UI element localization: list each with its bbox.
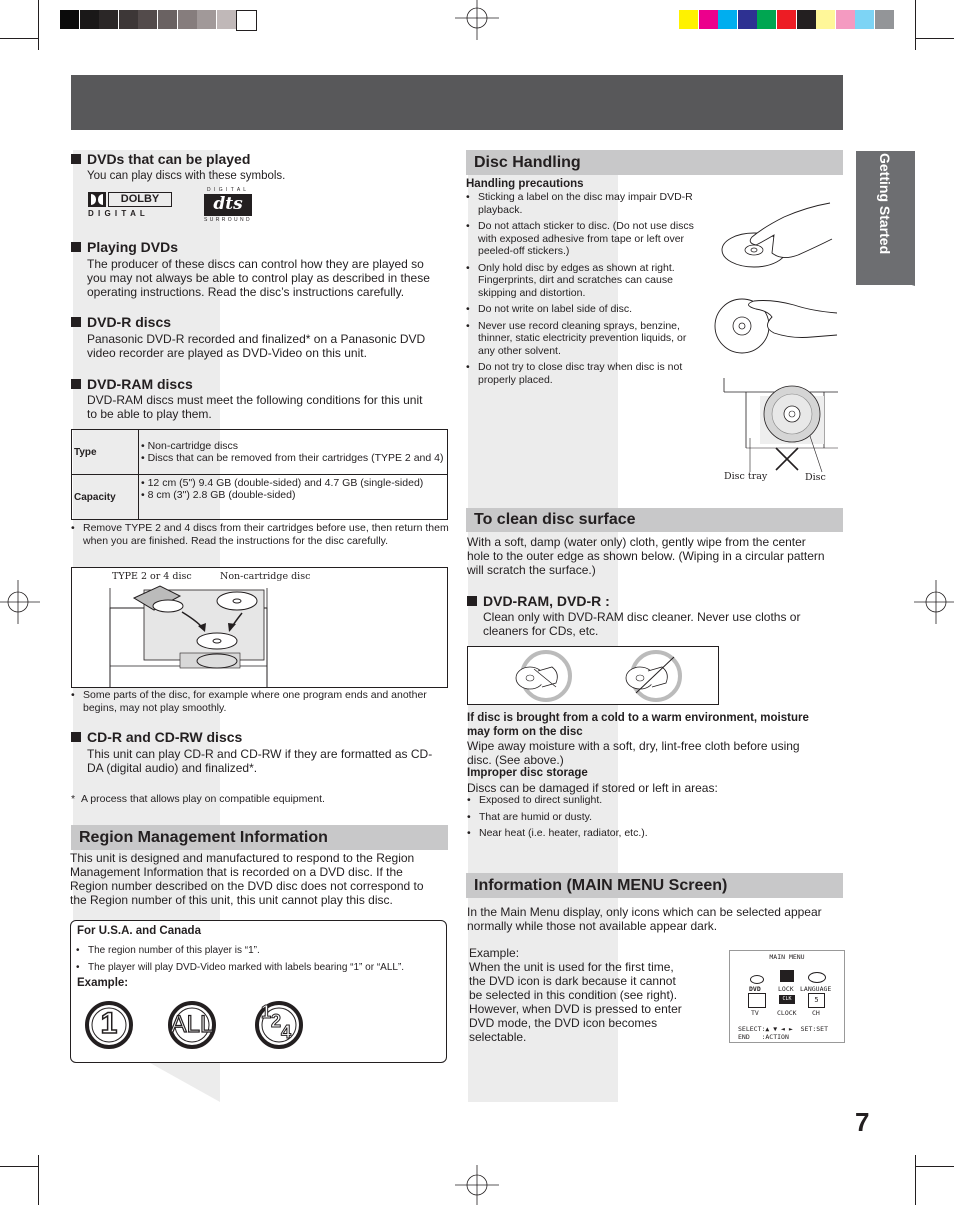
cdr-text: This unit can play CD-R and CD-RW if they are formatted as CD- DA (digital audio) and finalized*.	[87, 747, 433, 775]
cold-text: Wipe away moisture with a soft, dry, lint-free cloth before using disc. (See above.)	[467, 739, 800, 767]
color-swatch	[699, 10, 718, 29]
dolby-digital-logo	[88, 192, 174, 219]
dvd-ram-table	[71, 429, 448, 520]
color-swatch	[855, 10, 874, 29]
storage-heading: Improper disc storage	[467, 767, 588, 779]
color-swatch	[757, 10, 776, 29]
dvd-ram-text: DVD-RAM discs must meet the following conditions for this unit to be able to play them.	[87, 393, 423, 421]
end-line: END :ACTION	[738, 1033, 789, 1041]
table-row	[72, 430, 448, 475]
color-swatch	[875, 10, 894, 29]
handling-list: • Sticking a label on the disc may impair DVD-R playback. • Do not attach sticker to disc. (Do not use discs with exposed adhesive from tape or left over peeled-off stickers.) • Only hold disc by edges as shown at right. Fingerprints, dirt and scratches can cause skipping and distortion. • Do not write on label side of disc. • Never use record cleaning sprays, benzine, thinner, static electricity prevention liquids, or any other solvent. • Do not try to close disc tray when disc is not properly placed.	[466, 191, 699, 390]
gray-swatch	[60, 10, 79, 29]
info-section-title: Information (MAIN MENU Screen)	[466, 873, 843, 898]
usa-canada-box	[70, 920, 447, 1063]
region-text: This unit is designed and manufactured to respond to the Region Management Information that is recorded on a DVD disc. If the Region number described on the DVD disc does not correspond to the Region number of this unit, this unit cannot play this disc.	[70, 851, 424, 907]
region-124-icon: 1 2 4	[253, 1000, 305, 1050]
lock-label: LOCK	[778, 985, 794, 993]
gray-swatch	[197, 10, 216, 29]
tv-icon	[748, 993, 766, 1008]
clean-section-title: To clean disc surface	[466, 508, 843, 532]
color-swatch	[679, 10, 698, 29]
disc-cleaning-illustration	[468, 647, 718, 704]
playing-dvds-text: The producer of these discs can control how they are played so you may not always be able to control play as described in these operating instructions. Read the disc’s instructions carefully.	[87, 257, 430, 299]
hand-holding-disc-illustration-1	[712, 195, 842, 275]
page-number: 7	[855, 1107, 870, 1137]
color-swatch	[816, 10, 835, 29]
clock-icon: CLK	[779, 995, 795, 1004]
disc-tray-label: Disc tray	[724, 471, 768, 482]
footnote: * A process that allows play on compatible equipment.	[71, 793, 325, 805]
side-tab-label: Getting Started	[877, 153, 893, 255]
cold-heading: If disc is brought from a cold to a warm environment, moisture may form on the disc	[467, 712, 809, 738]
usa-box-title: For U.S.A. and Canada	[77, 925, 201, 937]
lock-icon	[780, 970, 794, 982]
dts-logo: D I G I T A L dts S U R R O U N D	[204, 187, 251, 223]
gray-swatch	[80, 10, 99, 29]
header-banner	[71, 75, 843, 130]
hand-holding-disc-illustration-2	[712, 293, 842, 355]
dvd-ram-r-heading: DVD-RAM, DVD-R :	[467, 593, 610, 609]
side-tab	[856, 151, 915, 285]
dolby-word: DOLBY	[108, 192, 172, 207]
capacity-cell: • 12 cm (5") 9.4 GB (double-sided) and 4.7 GB (single-sided) • 8 cm (3") 2.8 GB (double-sided)	[139, 475, 448, 520]
region-all-icon: ALL	[166, 1000, 218, 1050]
color-swatch	[777, 10, 796, 29]
dolby-dd-icon	[88, 192, 106, 207]
disc-cartridge-figure	[71, 567, 448, 688]
clean-text: With a soft, damp (water only) cloth, gently wipe from the center hole to the outer edge as shown below. (Wiping in a circular pattern will scratch the surface.)	[467, 535, 825, 577]
dvds-playable-heading: DVDs that can be played	[71, 151, 250, 167]
region-1-icon: 1	[84, 1000, 134, 1050]
clock-label: CLOCK	[777, 1009, 797, 1017]
info-text: In the Main Menu display, only icons which can be selected appear normally while those not available appear dark.	[467, 905, 822, 933]
color-swatch	[738, 10, 757, 29]
dvd-disc-icon	[750, 975, 764, 984]
main-menu-title: MAIN MENU	[769, 953, 805, 961]
dvd-r-heading: DVD-R discs	[71, 314, 171, 330]
capacity-label: Capacity	[72, 475, 139, 520]
parts-note: • Some parts of the disc, for example where one program ends and another begins, may not play smoothly.	[71, 689, 451, 718]
dvd-recorder-illustration	[72, 568, 447, 687]
table-row	[72, 475, 448, 520]
tv-label: TV	[751, 1009, 759, 1017]
gray-swatch	[178, 10, 197, 29]
disc-handling-title: Disc Handling	[466, 150, 843, 175]
cartridge-disc-label: TYPE 2 or 4 disc	[112, 571, 204, 582]
gray-swatch	[138, 10, 157, 29]
dvd-label: DVD	[749, 985, 761, 993]
dvd-ram-heading: DVD-RAM discs	[71, 376, 193, 392]
side-tab-fold	[856, 268, 916, 288]
type-cell: • Non-cartridge discs • Discs that can be removed from their cartridges (TYPE 2 and 4)	[139, 430, 448, 475]
language-icon	[808, 972, 826, 983]
gray-swatch	[236, 10, 257, 31]
usa-box-example: Example:	[77, 977, 129, 989]
ch-icon: 5	[808, 993, 825, 1008]
storage-text: Discs can be damaged if stored or left in areas:	[467, 781, 718, 795]
cdr-heading: CD-R and CD-RW discs	[71, 729, 242, 745]
gray-swatch	[217, 10, 236, 29]
type-label: Type	[72, 430, 139, 475]
dvd-ram-r-text: Clean only with DVD-RAM disc cleaner. Never use cloths or cleaners for CDs, etc.	[483, 610, 801, 638]
dvd-r-text: Panasonic DVD-R recorded and finalized* on a Panasonic DVD video recorder are played as DVD-Video on this unit.	[87, 332, 426, 360]
dolby-sub: D I G I T A L	[88, 209, 146, 218]
main-menu-screen	[729, 950, 845, 1043]
language-label: LANGUAGE	[800, 985, 832, 993]
info-example: Example: When the unit is used for the first time, the DVD icon is dark because it cannot be selected in this condition (see right). However, when DVD is pressed to enter DVD mode, the DVD icon becomes selectable.	[469, 946, 682, 1044]
noncartridge-disc-label: Non-cartridge disc	[220, 571, 320, 582]
dvds-playable-text: You can play discs with these symbols.	[87, 170, 286, 182]
remove-note: • Remove TYPE 2 and 4 discs from their cartridges before use, then return them when you are finished. Read the instructions for the disc carefully.	[71, 522, 451, 551]
color-swatch	[836, 10, 855, 29]
playing-dvds-heading: Playing DVDs	[71, 239, 178, 255]
region-section-title: Region Management Information	[71, 825, 448, 850]
handling-subtitle: Handling precautions	[466, 178, 584, 190]
color-swatch	[718, 10, 737, 29]
usa-box-list: • The region number of this player is “1”. • The player will play DVD-Video marked with labels bearing “1” or “ALL”.	[76, 945, 441, 978]
storage-list: • Exposed to direct sunlight. • That are humid or dusty. • Near heat (i.e. heater, radiator, etc.).	[467, 794, 767, 844]
ch-label: CH	[812, 1009, 820, 1017]
disc-label: Disc	[805, 472, 826, 483]
color-swatch	[797, 10, 816, 29]
select-line: SELECT:▲ ▼ ◄ ► SET:SET	[738, 1025, 829, 1033]
gray-swatch	[158, 10, 177, 29]
gray-swatch	[119, 10, 138, 29]
gray-swatch	[99, 10, 118, 29]
disc-cleaning-figure	[467, 646, 719, 705]
